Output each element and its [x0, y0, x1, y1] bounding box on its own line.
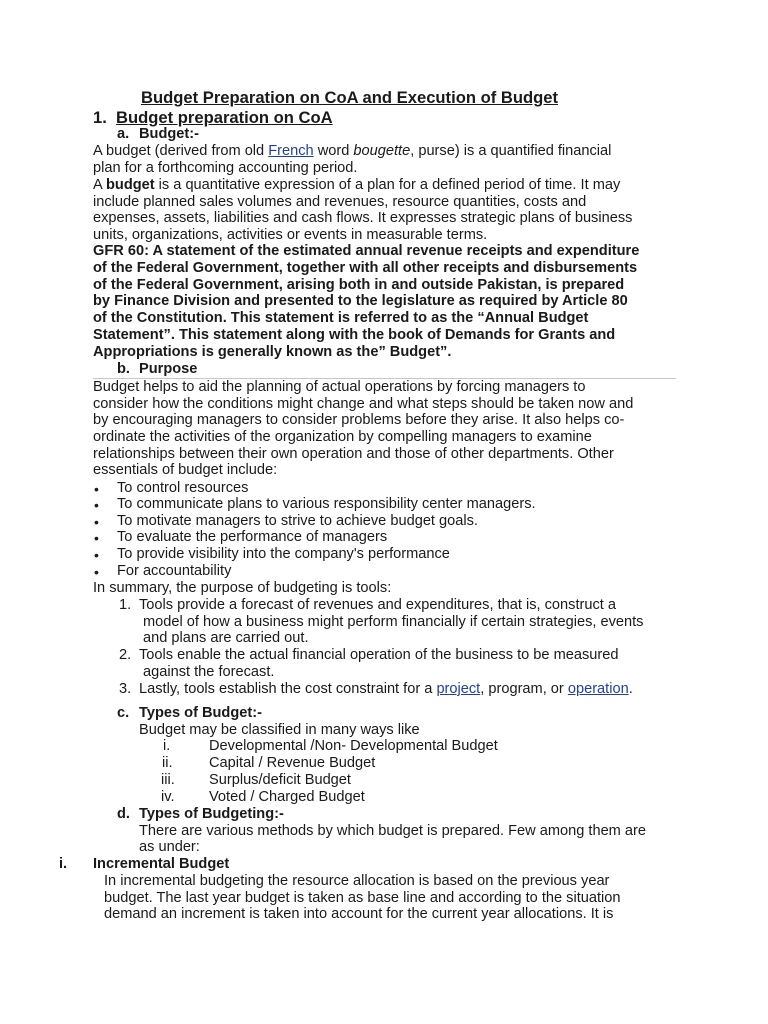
gfr-line: of the Constitution. This statement is referred to as the “Annual Budget: [93, 310, 589, 326]
incremental-heading: Incremental Budget: [93, 856, 230, 872]
purpose-line: by encouraging managers to consider problems before they arise. It also helps co-: [93, 412, 625, 428]
budgeting-intro-line: as under:: [139, 839, 200, 855]
french-link[interactable]: French: [268, 143, 314, 159]
bullet-item: To motivate managers to strive to achieve budget goals.: [117, 513, 478, 529]
para2-line2: include planned sales volumes and revenues, resource quantities, costs and: [93, 194, 587, 210]
operation-link[interactable]: operation: [567, 681, 629, 697]
gfr-line: of the Federal Government, together with all other receipts and disbursements: [93, 260, 638, 276]
gfr-line: GFR 60: A statement of the estimated annual revenue receipts and expenditure: [93, 243, 640, 259]
para1-text: A budget (derived from old: [93, 143, 269, 159]
para1-line2: plan for a forthcoming accounting period.: [93, 160, 358, 176]
gfr-line: of the Federal Government, arising both in and outside Pakistan, is prepared: [93, 277, 625, 293]
tool-text: Lastly, tools establish the cost constraint for a: [139, 681, 437, 697]
gfr-line: Appropriations is generally known as the” Budget”.: [93, 344, 452, 360]
para2-text: A: [93, 177, 106, 193]
bullet-item: To communicate plans to various responsibility center managers.: [117, 496, 536, 512]
purpose-line: ordinate the activities of the organization by compelling managers to examine: [93, 429, 592, 445]
type-number: iv.: [161, 789, 175, 805]
para2-text: is a quantitative expression of a plan for a defined period of time. It may: [154, 177, 621, 193]
tool-text: model of how a business might perform financially if certain strategies, events: [143, 614, 644, 630]
summary-line: In summary, the purpose of budgeting is tools:: [93, 580, 392, 596]
type-number: i.: [163, 738, 171, 754]
purpose-line: relationships between their own operation and those of other departments. Other: [93, 446, 614, 462]
type-number: ii.: [162, 755, 173, 771]
bullet-symbol: •: [94, 564, 99, 580]
para2-bold-word: budget: [105, 177, 155, 193]
type-number: iii.: [161, 772, 175, 788]
para1-text: , purse) is a quantified financial: [410, 143, 612, 159]
para1-italic-word: bougette: [353, 143, 411, 159]
incremental-line: In incremental budgeting the resource allocation is based on the previous year: [104, 873, 610, 889]
tool-text: and plans are carried out.: [143, 630, 309, 646]
para1-text: word: [313, 143, 354, 159]
sub-a-label: a.: [117, 126, 130, 142]
type-text: Surplus/deficit Budget: [209, 772, 351, 788]
incremental-line: budget. The last year budget is taken as base line and according to the situation: [104, 890, 621, 906]
bullet-item: To evaluate the performance of managers: [117, 529, 388, 545]
para2-line4: units, organizations, activities or events in measurable terms.: [93, 227, 488, 243]
incremental-line: demand an increment is taken into account for the current year allocations. It is: [104, 906, 614, 922]
project-link[interactable]: project: [436, 681, 481, 697]
types-intro: Budget may be classified in many ways like: [139, 722, 420, 738]
gfr-line: by Finance Division and presented to the legislature as required by Article 80: [93, 293, 628, 309]
budgeting-intro-line: There are various methods by which budget is prepared. Few among them are: [139, 823, 646, 839]
bullet-item: To control resources: [117, 480, 249, 496]
type-text: Capital / Revenue Budget: [209, 755, 376, 771]
bullet-symbol: •: [94, 530, 99, 546]
tool-text: against the forecast.: [143, 664, 275, 680]
bullet-symbol: •: [94, 481, 99, 497]
bullet-item: To provide visibility into the company's performance: [117, 546, 450, 562]
tool-text: Tools provide a forecast of revenues and expenditures, that is, construct a: [139, 597, 616, 613]
sub-b-label: b.: [117, 361, 130, 377]
tool-number: 3.: [119, 681, 132, 697]
sub-d-label: d.: [117, 806, 130, 822]
tool-text-3: [139, 681, 633, 698]
sub-c-heading: Types of Budget:-: [139, 705, 262, 721]
sub-b-heading: Purpose: [139, 361, 198, 377]
purpose-line: consider how the conditions might change and what steps should be taken now and: [93, 396, 634, 412]
para2-line3: expenses, assets, liabilities and cash flows. It expresses strategic plans of business: [93, 210, 633, 226]
type-text: Developmental /Non- Developmental Budget: [209, 738, 498, 754]
sub-a-heading: Budget:-: [139, 126, 199, 142]
tool-number: 2.: [119, 647, 132, 663]
incremental-number: i.: [59, 856, 68, 872]
tool-text: .: [628, 681, 633, 697]
section-1-number: 1.: [93, 108, 107, 127]
tool-text: Tools enable the actual financial operation of the business to be measured: [139, 647, 619, 663]
section-1-heading: Budget preparation on CoA: [116, 108, 333, 127]
type-text: Voted / Charged Budget: [209, 789, 365, 805]
purpose-line: essentials of budget include:: [93, 462, 278, 478]
tool-number: 1.: [119, 597, 132, 613]
para2-line1: [93, 177, 620, 194]
document-title: Budget Preparation on CoA and Execution of Budget: [141, 88, 558, 107]
gfr-line: Statement”. This statement along with the book of Demands for Grants and: [93, 327, 616, 343]
bullet-item: For accountability: [117, 563, 232, 579]
para1-line1: [93, 143, 611, 160]
bullet-symbol: •: [94, 497, 99, 513]
purpose-line: Budget helps to aid the planning of actual operations by forcing managers to: [93, 379, 586, 395]
sub-d-heading: Types of Budgeting:-: [139, 806, 284, 822]
bullet-symbol: •: [94, 514, 99, 530]
bullet-symbol: •: [94, 547, 99, 563]
sub-c-label: c.: [117, 705, 130, 721]
tool-text: , program, or: [480, 681, 568, 697]
